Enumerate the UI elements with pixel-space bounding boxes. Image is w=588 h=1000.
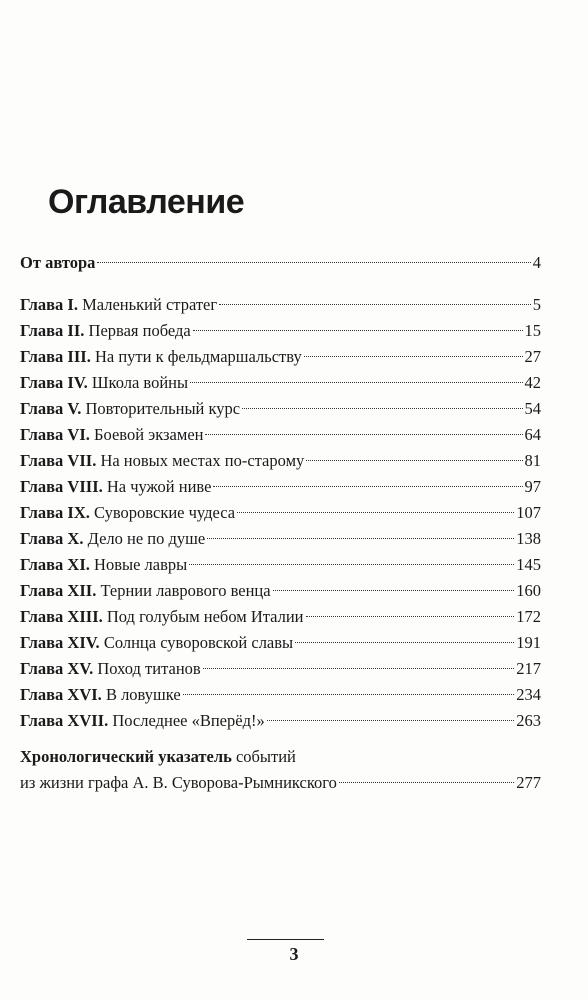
- chapter-title: Тернии лаврового венца: [100, 581, 271, 600]
- chapter-number: Глава XI.: [20, 555, 90, 574]
- leader-dots: [242, 408, 522, 409]
- spacer: [20, 276, 541, 292]
- chronology-title-rest: событий: [235, 747, 296, 766]
- chapter-title: Последнее «Вперёд!»: [112, 711, 265, 730]
- toc-entry-label: [20, 656, 201, 682]
- toc-entry-label: [20, 344, 302, 370]
- chapter-number: Глава III.: [20, 347, 91, 366]
- toc-page-number: 138: [516, 529, 541, 548]
- leader-dots: [237, 512, 514, 513]
- page-title: Оглавление: [48, 183, 245, 221]
- toc-entry-chapter[interactable]: [20, 500, 541, 526]
- leader-dots: [193, 330, 523, 331]
- toc-entry-label: [20, 604, 304, 630]
- chronology-title: Хронологический указатель: [20, 747, 232, 766]
- chapter-title: Солнца суворовской славы: [103, 633, 294, 652]
- toc-page-number: 15: [524, 321, 541, 340]
- toc-entry-chapter[interactable]: [20, 630, 541, 656]
- chapter-title: На пути к фельдмаршальству: [94, 347, 302, 366]
- chapter-number: Глава XV.: [20, 659, 94, 678]
- leader-dots: [97, 262, 530, 263]
- table-of-contents: [20, 250, 541, 796]
- toc-entry-label: [20, 318, 191, 344]
- toc-entry-label: [20, 578, 271, 604]
- chapter-title: Школа войны: [91, 373, 189, 392]
- chapter-number: Глава XIII.: [20, 607, 103, 626]
- toc-page-number: 4: [532, 253, 541, 272]
- chapter-number: Глава XVII.: [20, 711, 109, 730]
- toc-page-number: 81: [524, 451, 541, 470]
- chapter-number: Глава XII.: [20, 581, 97, 600]
- toc-page-number: 263: [516, 711, 541, 730]
- toc-page-number: 172: [516, 607, 541, 626]
- chapter-number: Глава XVI.: [20, 685, 102, 704]
- toc-page-number: 160: [516, 581, 541, 600]
- leader-dots: [295, 642, 514, 643]
- toc-entry-chapter[interactable]: [20, 474, 541, 500]
- leader-dots: [219, 304, 531, 305]
- toc-entry-label: [20, 292, 217, 318]
- chapter-number: Глава IV.: [20, 373, 88, 392]
- chapter-title: Новые лавры: [94, 555, 188, 574]
- chapter-list: [20, 292, 541, 734]
- leader-dots: [190, 382, 522, 383]
- toc-page-number: 234: [516, 685, 541, 704]
- chapter-number: Глава IX.: [20, 503, 90, 522]
- toc-page-number: 145: [516, 555, 541, 574]
- toc-entry-label: [20, 682, 181, 708]
- leader-dots: [339, 782, 514, 783]
- toc-page-number: 277: [516, 773, 541, 792]
- leader-dots: [205, 434, 522, 435]
- toc-entry-label: [20, 448, 304, 474]
- toc-entry-label: От автора: [20, 253, 96, 272]
- chapter-title: Суворовские чудеса: [94, 503, 236, 522]
- chapter-title: Маленький стратег: [82, 295, 218, 314]
- chapter-number: Глава XIV.: [20, 633, 100, 652]
- spacer: [20, 734, 541, 744]
- toc-entry-from-author[interactable]: [20, 250, 541, 276]
- toc-entry-label: [20, 396, 240, 422]
- leader-dots: [213, 486, 522, 487]
- toc-entry-chronology[interactable]: [20, 770, 541, 796]
- leader-dots: [267, 720, 515, 721]
- chapter-title: На новых местах по-старому: [100, 451, 305, 470]
- toc-page-number: 27: [524, 347, 541, 366]
- toc-entry-label: [20, 526, 205, 552]
- toc-page-number: 5: [532, 295, 541, 314]
- toc-entry-chronology-heading: [20, 744, 541, 770]
- page-number: 3: [289, 944, 299, 964]
- chapter-number: Глава VIII.: [20, 477, 103, 496]
- toc-page-number: 64: [524, 425, 541, 444]
- chapter-number: Глава I.: [20, 295, 78, 314]
- leader-dots: [183, 694, 515, 695]
- chapter-title: Поход титанов: [97, 659, 201, 678]
- toc-entry-label: [20, 552, 187, 578]
- leader-dots: [273, 590, 515, 591]
- toc-entry-label: [20, 630, 293, 656]
- toc-page-number: 97: [524, 477, 541, 496]
- chapter-title: Повторительный курс: [85, 399, 241, 418]
- leader-dots: [306, 616, 515, 617]
- toc-entry-label: [20, 708, 265, 734]
- chapter-title: В ловушке: [105, 685, 181, 704]
- toc-entry-chapter[interactable]: [20, 682, 541, 708]
- toc-entry-chapter[interactable]: [20, 578, 541, 604]
- leader-dots: [189, 564, 514, 565]
- chapter-title: Первая победа: [88, 321, 191, 340]
- toc-entry-label: [20, 370, 188, 396]
- toc-entry-label: [20, 422, 203, 448]
- toc-page-number: 191: [516, 633, 541, 652]
- toc-entry-chapter[interactable]: [20, 422, 541, 448]
- toc-entry-label: [20, 500, 235, 526]
- toc-entry-chapter[interactable]: [20, 370, 541, 396]
- toc-entry-chapter[interactable]: [20, 344, 541, 370]
- toc-entry-chapter[interactable]: [20, 396, 541, 422]
- toc-entry-label: [20, 474, 211, 500]
- toc-entry-chapter[interactable]: [20, 708, 541, 734]
- toc-entry-chapter[interactable]: [20, 656, 541, 682]
- leader-dots: [207, 538, 514, 539]
- toc-entry-chapter[interactable]: [20, 292, 541, 318]
- leader-dots: [306, 460, 522, 461]
- chapter-number: Глава V.: [20, 399, 82, 418]
- chapter-number: Глава II.: [20, 321, 85, 340]
- leader-dots: [203, 668, 515, 669]
- chapter-number: Глава X.: [20, 529, 84, 548]
- chapter-title: На чужой ниве: [106, 477, 212, 496]
- chapter-title: Боевой экзамен: [94, 425, 204, 444]
- chapter-number: Глава VI.: [20, 425, 90, 444]
- toc-page-number: 107: [516, 503, 541, 522]
- toc-entry-chapter[interactable]: [20, 448, 541, 474]
- leader-dots: [304, 356, 523, 357]
- toc-entry-chapter[interactable]: [20, 318, 541, 344]
- toc-page-number: 54: [524, 399, 541, 418]
- chapter-title: Под голубым небом Италии: [106, 607, 304, 626]
- toc-entry-chapter[interactable]: [20, 526, 541, 552]
- toc-page-number: 217: [516, 659, 541, 678]
- toc-entry-chapter[interactable]: [20, 552, 541, 578]
- chapter-title: Дело не по душе: [87, 529, 206, 548]
- toc-page-number: 42: [524, 373, 541, 392]
- toc-entry-label: из жизни графа А. В. Суворова-Рымникского: [20, 773, 337, 792]
- chapter-number: Глава VII.: [20, 451, 97, 470]
- footer-rule: [247, 939, 324, 940]
- toc-entry-chapter[interactable]: [20, 604, 541, 630]
